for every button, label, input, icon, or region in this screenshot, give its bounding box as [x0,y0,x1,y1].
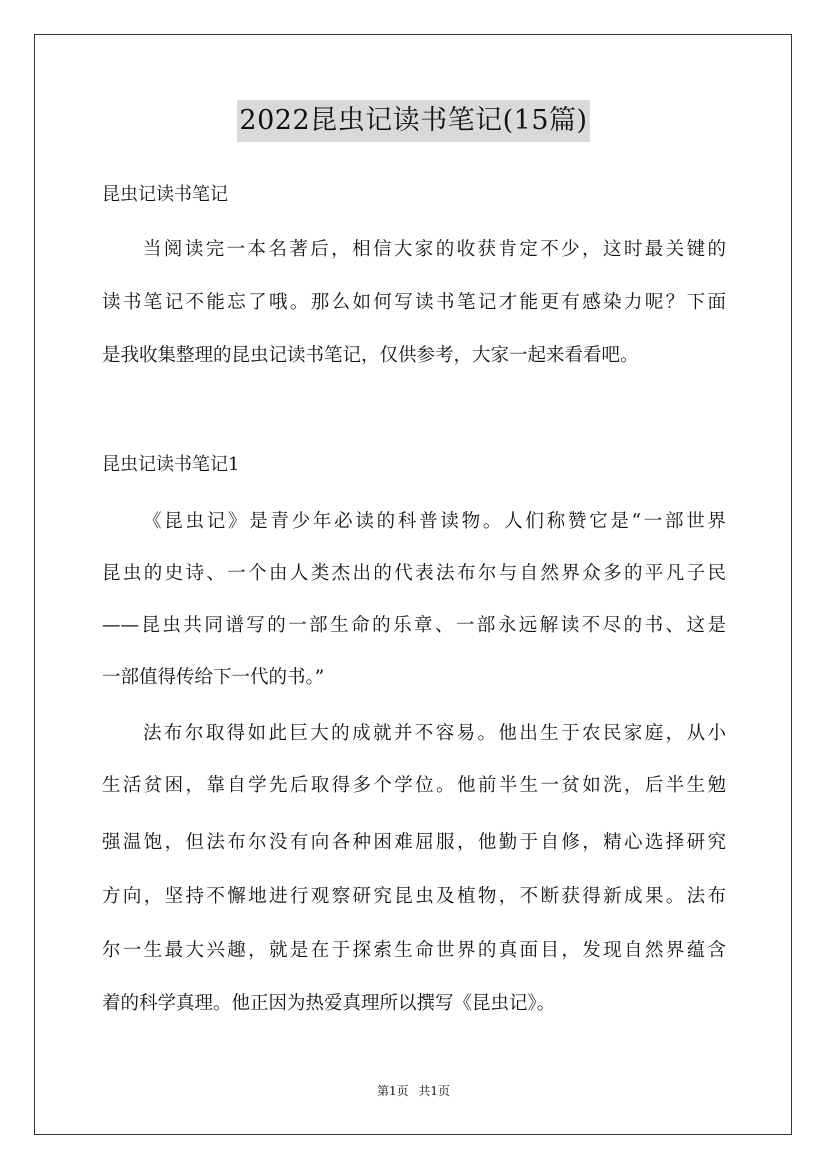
section-heading: 昆虫记读书笔记1 [102,454,240,475]
paragraph-line: 生活贫困，靠自学先后取得多个学位。他前半生一贫如洗，后半生勉 [102,775,726,796]
intro-line: 读书笔记不能忘了哦。那么如何写读书笔记才能更有感染力呢？下面 [102,292,726,313]
page-total: 共1页 [418,1084,451,1098]
paragraph-line: 方向，坚持不懈地进行观察研究昆虫及植物，不断获得新成果。法布 [102,886,726,907]
title-container [0,100,827,142]
paragraph-line: 一部值得传给下一代的书。” [102,667,325,688]
intro-line: 是我收集整理的昆虫记读书笔记，仅供参考，大家一起来看看吧。 [102,345,639,366]
intro-line: 当阅读完一本名著后，相信大家的收获肯定不少，这时最关键的 [143,239,726,260]
document-title: 2022昆虫记读书笔记(15篇) [237,100,589,142]
paragraph-line: 法布尔取得如此巨大的成就并不容易。他出生于农民家庭，从小 [143,723,726,744]
page-footer [0,1083,827,1099]
paragraph-line: 强温饱，但法布尔没有向各种困难屈服，他勤于自修，精心选择研究 [102,832,726,853]
page-number: 第1页 [376,1084,409,1098]
paragraph-line: 着的科学真理。他正因为热爱真理所以撰写《昆虫记》。 [102,993,556,1014]
paragraph-line: 昆虫的史诗、一个由人类杰出的代表法布尔与自然界众多的平凡子民 [102,563,726,584]
intro-heading: 昆虫记读书笔记 [102,184,228,205]
paragraph-line: ——昆虫共同谱写的一部生命的乐章、一部永远解读不尽的书、这是 [102,615,726,636]
paragraph-line: 《昆虫记》是青少年必读的科普读物。人们称赞它是“一部世界 [143,511,726,532]
paragraph-line: 尔一生最大兴趣，就是在于探索生命世界的真面目，发现自然界蕴含 [102,940,726,961]
